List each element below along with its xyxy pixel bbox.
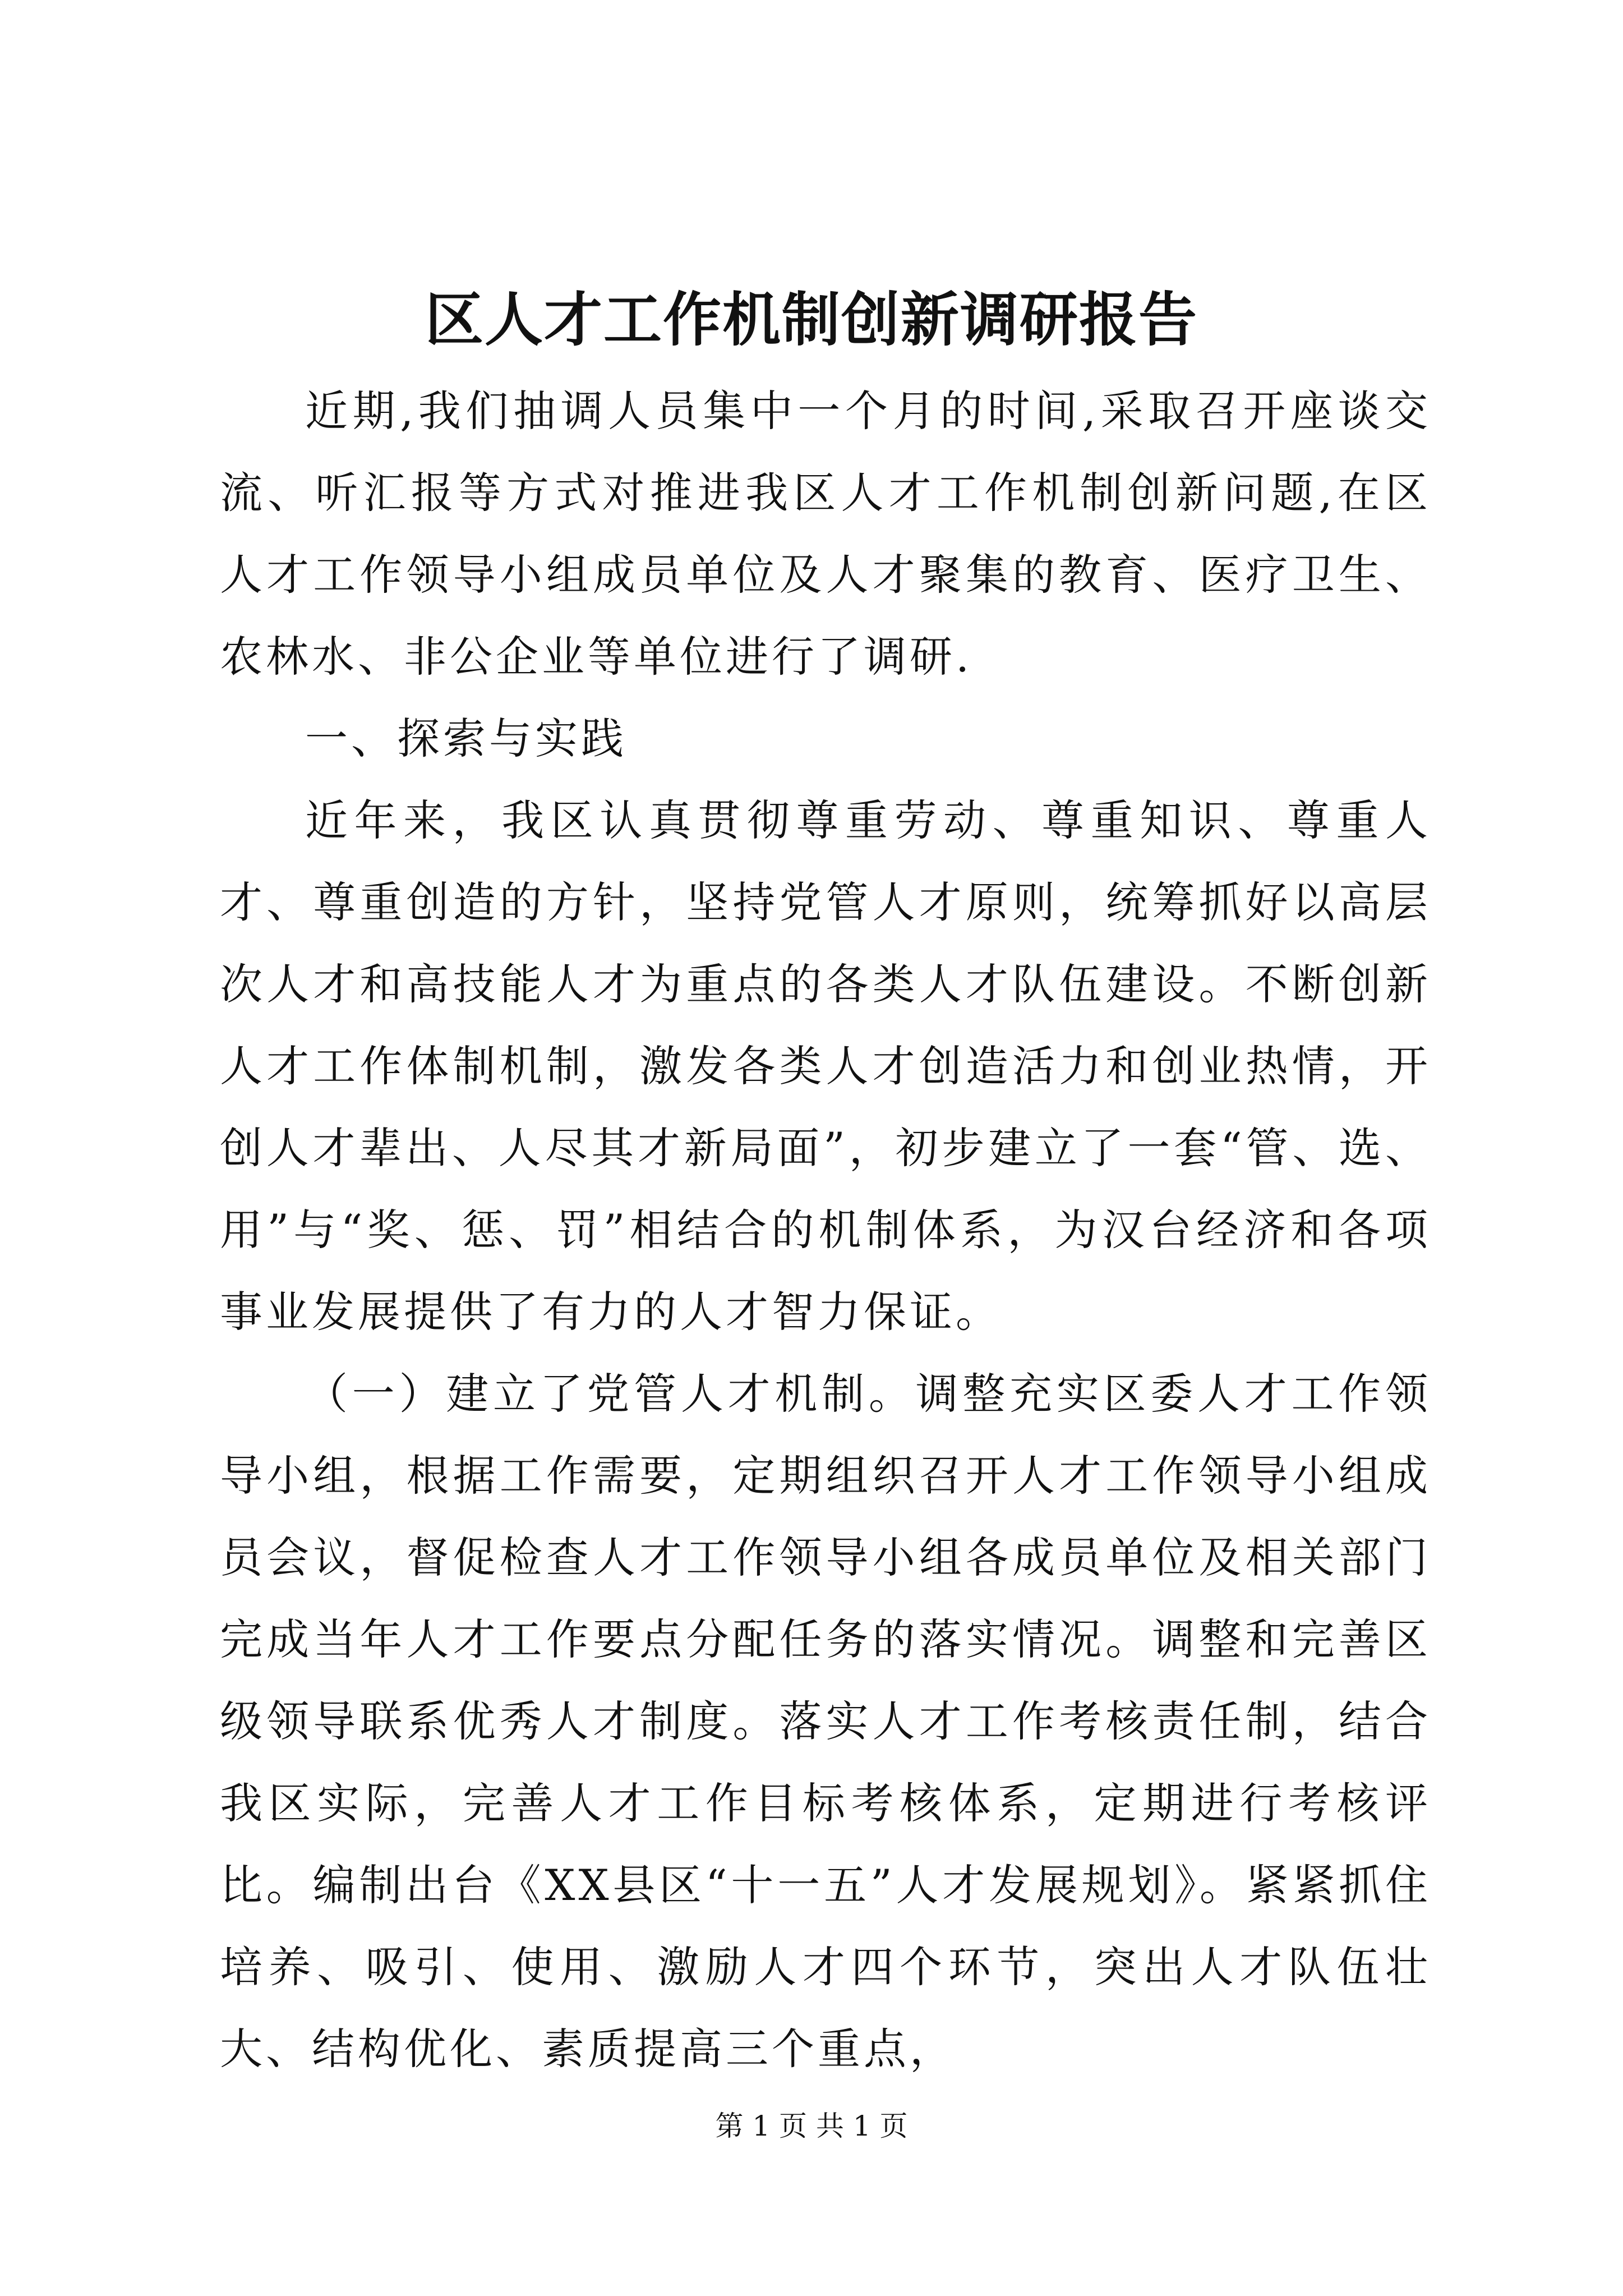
- section-paragraph: 近年来，我区认真贯彻尊重劳动、尊重知识、尊重人才、尊重创造的方针，坚持党管人才原则，统筹抓好以高层次人才和高技能人才为重点的各类人才队伍建设。不断创新人才工作体制机制，激发各类人才创造活力和创业热情，开创人才辈出、人尽其才新局面”，初步建立了一套“管、选、用”与“奖、惩、罚”相结合的机制体系，为汉台经济和各项事业发展提供了有力的人才智力保证。: [220, 795, 1431, 1337]
- section-heading: 一、探索与实践: [305, 714, 627, 763]
- subsection-paragraph: （一）建立了党管人才机制。调整充实区委人才工作领导小组，根据工作需要，定期组织召开人才工作领导小组成员会议，督促检查人才工作领导小组各成员单位及相关部门完成当年人才工作要点分配任务的落实情况。调整和完善区级领导联系优秀人才制度。落实人才工作考核责任制，结合我区实际，完善人才工作目标考核体系，定期进行考核评比。编制出台《XX县区“十一五”人才发展规划》。紧紧抓住培养、吸引、使用、激励人才四个环节，突出人才队伍壮大、结构优化、素质提高三个重点，: [220, 1369, 1431, 2074]
- document-title: 区人才工作机制创新调研报告: [425, 285, 1198, 354]
- intro-paragraph: 近期,我们抽调人员集中一个月的时间,采取召开座谈交流、听汇报等方式对推进我区人才工作机制创新问题,在区人才工作领导小组成员单位及人才聚集的教育、医疗卫生、农林水、非公企业等单位进行了调研.: [220, 386, 1431, 682]
- page-number-footer: 第 1 页 共 1 页: [715, 2110, 908, 2142]
- document-body: [220, 370, 1431, 2090]
